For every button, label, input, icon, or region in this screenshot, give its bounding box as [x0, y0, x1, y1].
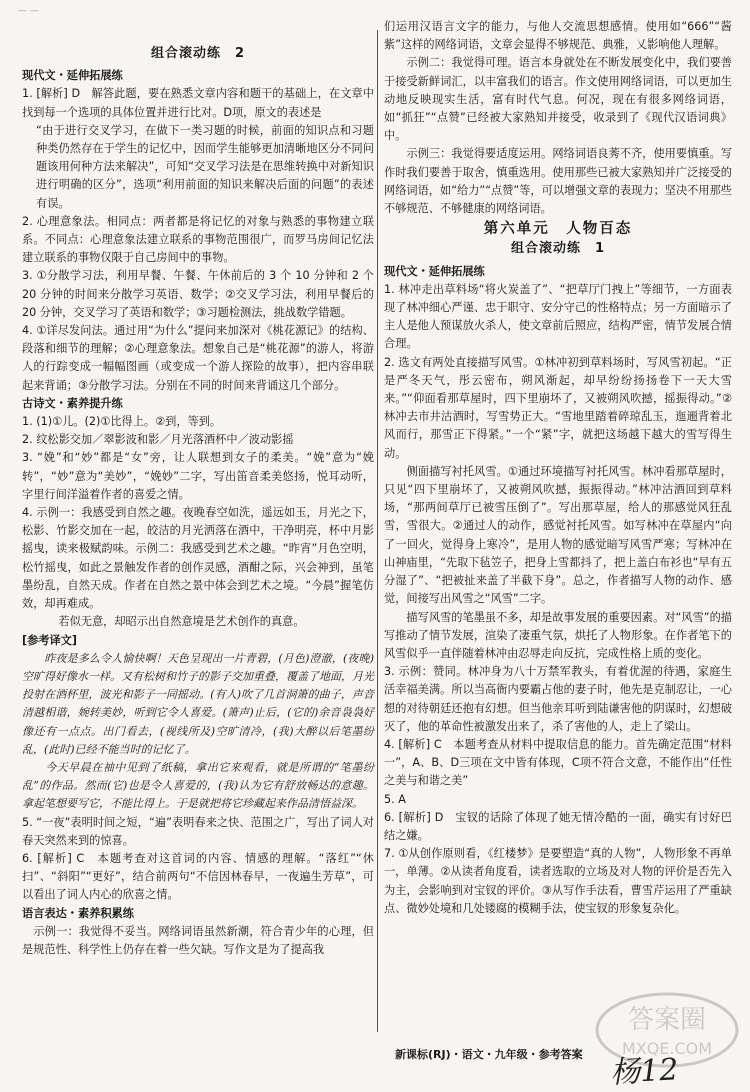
right-column — [384, 18, 732, 918]
answer-paragraph: 示例一：我觉得不妥当。网络词语虽然新潮，符合青少年的心理，但是规范性、科学性上仍存在着一些欠缺。写作文是为了提高我 — [22, 924, 374, 956]
answer-paragraph: 6. [解析] C 本题考查对这首词的内容、情感的理解。“落红”“休扫”、“斜阳”“更好”，结合前两句“不信因林春早，一夜遍生芳草”，可以看出了词人内心的欣喜之情。 — [22, 851, 374, 902]
answer-paragraph: 4. 示例一：我感受到自然之趣。夜晚春空如洗，遥远如玉，月光之下，松影、竹影交加在一起，皎洁的月光洒落在酒中，干净明亮，杯中月影摇曳，读来极赋韵味。示例二：我感受到艺术之趣。“昨宵”月色空明，松竹摇曳，如此之景触发作者的创作灵感，酒酣之际，兴会神到，虽笔墨纷乱，自然天成。作者在自然之景中体会到艺术之境。“今晨”握笔仿效，却再难成。 — [22, 506, 374, 611]
answer-paragraph: 4. ①详尽发问法。通过用“为什么”提问来加深对《桃花源记》的结构、段落和细节的理解；②心理意象法。想象自己是“桃花源”的游人，将游人的行踪变成一幅幅图画（或变成一个游人探险的故事），把内容串联起来背诵；③分散学习法。分别在不同的时间来背诵这几个部分。 — [22, 324, 374, 392]
answer-paragraph: 5. “一夜”表明时间之短，“遍”表明春来之快、范围之广，写出了词人对春天突然来到的惊喜。 — [22, 815, 374, 847]
answer-paragraph: 昨夜是多么令人愉快啊！天色呈现出一片青碧，(月色)澄澈，(夜晚)空旷得好像水一样。又有松树和竹子的影子交加重叠，覆盖了地面，月光投射在酒杯里，波光和影子一同摇动。(有人)吹了几首洞箫的曲子，声音清越相谐，婉转美妙，听到它令人喜爱。(箫声)止后，(它的)余音袅袅好像还有一点点。出门看去，(视线所及)空旷清冷，(我)大醉以后笔墨纷乱，(此时)已经不能当时的记忆了。 — [22, 651, 374, 756]
answer-paragraph: 4. [解析] C 本题考查从材料中提取信息的能力。首先确定范围“材料一”，A、B、D三项在文中皆有体现，C项不符合文意，不能作出“任性之美与和谐之美” — [384, 737, 732, 788]
answer-paragraph: 示例二：我觉得可理。语言本身就处在不断发展变化中，我们要善于接受新鲜词汇，以丰富我们的语言。作文使用网络词语，可以更加生动地反映现实生活，富有时代气息。何况，现在有很多网络词语，如“抓狂”“点赞”已经被大家熟知并接受，收录到了《现代汉语词典》中。 — [384, 56, 732, 143]
answer-paragraph: 今天早晨在袖中见到了纸稿，拿出它来观看，就是所谓的“笔墨纷乱”的作品。然而(它)也是令人喜爱的，(我)认为它有舒放畅达的意趣。拿起笔想要写它，不能比得上。于是就把将它珍藏起来作品清悟益深。 — [22, 760, 374, 811]
section-heading: [参考译文] — [22, 633, 77, 647]
answer-paragraph: 2. 选文有两处直接描写风雪。①林冲初到草料场时，写风雪初起。“正是严冬天气，彤云密布，朔风渐起，却早纷纷扬扬卷下一天大雪来。”“仰面看那草屋时，四下里崩坏了，又被朔风吹撼，摇振得动。”②林冲去市井沽酒时，写雪势正大。“雪地里踏着碎琼乱玉，迤逦背着北风而行，那雪正下得紧。”一个“紧”字，就把这场越下越大的雪写得生动。 — [384, 355, 732, 460]
right-answer-list-a — [384, 18, 732, 218]
answer-paragraph: 若似无意，却昭示出自然意境是艺术创作的真意。 — [36, 615, 305, 629]
svg-text:答案圈: 答案圈 — [627, 1005, 707, 1035]
answer-paragraph: 2. 纹松影交加／翠影波和影／月光落酒杯中／波动影摇 — [22, 433, 294, 447]
unit-title: 第六单元 人物百态 — [483, 221, 633, 238]
column-divider — [377, 30, 378, 1032]
section-subtitle: 组合滚动练 1 — [510, 241, 606, 257]
section-heading: 语言表达・素养积累练 — [22, 906, 134, 920]
answer-paragraph: 1. 林冲走出草料场“将火炭盖了”、“把草厅门拽上”等细节，一方面表现了林冲细心严谨、忠于职守、安分守己的性格特点；另一方面暗示了主人是他人预谋放火杀人，使文章前后照应，结构严密，情节发展合情合理。 — [384, 282, 732, 351]
section-heading: 现代文・延伸拓展练 — [22, 69, 123, 83]
left-answer-list — [22, 67, 374, 959]
corner-mark: — — — [18, 6, 39, 16]
answer-paragraph: 3. 示例：赞同。林冲身为八十万禁军教头，有着优渥的待遇，家庭生活幸福美满。所以当高衙内要霸占他的妻子时，他先是克制忍让，一心想的对待朝廷还抱有幻想。但当他亲耳听到陆谦害他的阴谋时，幻想破灭了，他的革命性被激发出来了，杀了害他的人，走上了梁山。 — [384, 665, 732, 733]
answer-paragraph: 们运用汉语言文字的能力，与他人交流思想感情。使用如“666”“酱紫”这样的网络词语，文章会显得不够规范、典雅，乂影响他人理解。 — [384, 20, 732, 52]
section-heading: 现代文・延伸拓展练 — [384, 264, 485, 278]
section-title: 组合滚动练 2 — [150, 46, 246, 61]
answer-paragraph: 1. (1)①儿。(2)①比得上。②到，等到。 — [22, 415, 222, 429]
handwritten-note: 杨12 — [609, 1052, 680, 1091]
footer-text: 新课标(RJ)・语文・九年级・参考答案 — [395, 1048, 583, 1061]
section-heading: 古诗文・素养提升练 — [22, 396, 123, 410]
answer-paragraph: 2. 心理意象法。相同点：两者都是将记忆的对象与熟悉的事物建立联系。不同点：心理意象法建立联系的事物范围很广，而罗马房间记忆法建立联系的事物仅限于自己房间中的事物。 — [22, 214, 374, 265]
answer-paragraph: 5. A — [384, 792, 406, 806]
answer-paragraph: 3. ①分散学习法，利用早餐、午餐、午休前后的 3 个 10 分钟和 2 个 20 分钟的时间来分散学习英语、数学；②交叉学习法，利用早餐后的 20 分钟，交叉学习了英语和数学；③习题检测法，挑战数学错题。 — [22, 269, 374, 319]
answer-paragraph: 7. ①从创作原则看，《红楼梦》是要塑造“真的人物”，人物形象不再单一，单薄。②从读者角度看，读者选取的立场及对人物的评价是否先入为主，会影响到对宝钗的评价。③从写作手法看，曹雪芹运用了严重缺点、微妙处境和几处镂腐的模糊手法，使宝钗的形象复杂化。 — [384, 847, 732, 915]
answer-paragraph: 3. “娩”和“妙”都是“女”旁，让人联想到女子的柔美。“娩”意为“娩转”，“妙”意为“美妙”，“娩妙”二字，写出笛音柔美悠扬，悦耳动听，字里行间洋溢着作者的喜爱之情。 — [22, 451, 374, 501]
answer-paragraph: 描写风雪的笔墨虽不多，却是故事发展的重要因素。对“风雪”的描写推动了情节发展，渲染了凄重气氛，烘托了人物形象。在作者笔下的风雪似乎一直伴随着林冲由忍辱走向反抗，完成性格上质的变化。 — [384, 610, 732, 660]
answer-paragraph: 侧面描写衬托风雪。①通过环境描写衬托风雪。林冲看那草屋时，只见“四下里崩坏了，又被朔风吹撼，振振得动。”林冲沽酒回到草料场，“那两间草厅已被雪压倒了”。写出那草屋，给人的那感觉风狂乱雪，雪很大。②通过人的动作，感觉衬托风雪。如写林冲在草屋内“向了一回火，觉得身上寒冷”，是用人物的感觉暗写风雪严寒；写林冲在山神庙里，“先取下毡笠子，把身上雪都抖了，把上盖白布衫也“早有五分湿了”、“把被扯来盖了半截下身”。总之，作者描写人物的动作、感觉，间接写出风雪之“风雪”二字。 — [384, 464, 732, 606]
answer-paragraph: “由于进行交叉学习，在做下一类习题的时候，前面的知识点和习题种类仍然存在于学生的记忆中，因而学生能够更加清晰地区分不同问题该用何种方法来解决”，可知“交叉学习法是在思维转换中对新知识进行明确的区分”，选项“利用前面的知识来解决后面的问题”的表述有误。 — [36, 123, 374, 210]
answer-paragraph: 1. [解析] D 解答此题，要在熟悉文章内容和题干的基础上，在文章中找到每一个选项的具体位置并进行比对。D项，原文的表述是 — [22, 87, 374, 119]
right-answer-list-b — [384, 263, 732, 918]
left-column — [22, 45, 374, 959]
answer-paragraph: 6. [解析] D 宝钗的话除了体现了她无情冷酷的一面，确实有讨好巴结之嫌。 — [384, 810, 732, 842]
answer-paragraph: 示例三：我觉得要适度运用。网络词语良莠不齐，使用要慎重。写作时我们要善于取舍，慎重选用。使用那些已被大家熟知并广泛接受的网络词语，如“给力”“点赞”等，可以增强文章的表现力；坚决不用那些不够规范、不够健康的网络词语。 — [384, 147, 732, 216]
svg-text:MXQE.COM: MXQE.COM — [621, 1039, 713, 1058]
